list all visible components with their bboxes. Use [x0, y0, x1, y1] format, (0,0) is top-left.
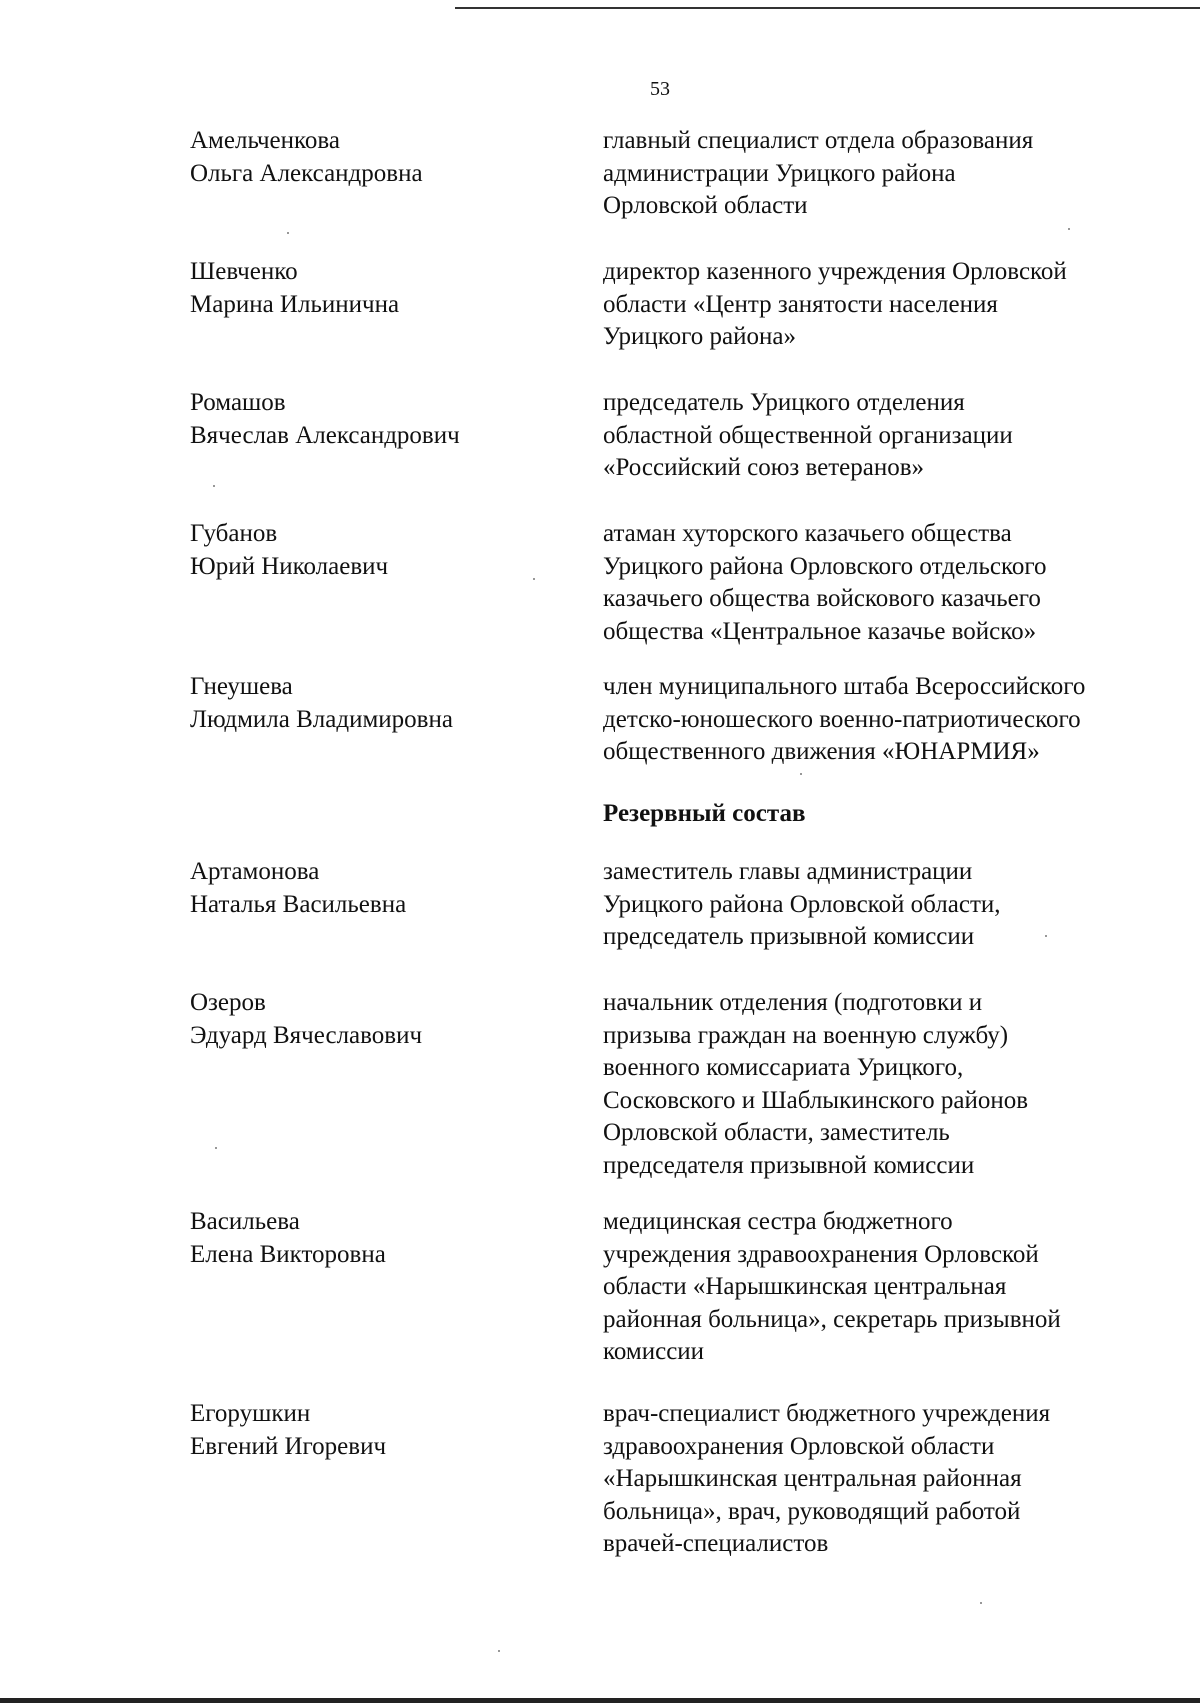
member-name: Егорушкин Евгений Игоревич — [190, 1400, 387, 1460]
member-name: Гнеушева Людмила Владимировна — [190, 673, 453, 733]
scan-speck — [1045, 935, 1047, 937]
scan-speck — [1068, 228, 1070, 230]
member-position: главный специалист отдела образования администрации Урицкого района Орловской области — [603, 127, 1034, 219]
scan-speck — [215, 1147, 217, 1149]
member-name: Артамонова Наталья Васильевна — [190, 858, 407, 918]
reserve-heading: Резервный состав — [603, 800, 806, 827]
member-name: Губанов Юрий Николаевич — [190, 520, 389, 580]
member-position: председатель Урицкого отделения областной общественной организации «Российский союз ветеранов» — [603, 389, 1013, 481]
bottom-rule — [0, 1698, 1200, 1703]
member-position: врач-специалист бюджетного учреждения здравоохранения Орловской области «Нарышкинская центральная районная больница», врач, руководящий работой врачей-специалистов — [603, 1400, 1051, 1557]
member-position: атаман хуторского казачьего общества Урицкого района Орловского отдельского казачьего общества войскового казачьего общества «Центральное казачье войско» — [603, 520, 1047, 645]
member-position: медицинская сестра бюджетного учреждения здравоохранения Орловской области «Нарышкинская центральная районная больница», секретарь призывной комиссии — [603, 1208, 1061, 1365]
scan-speck — [800, 773, 802, 775]
member-name: Шевченко Марина Ильинична — [190, 258, 400, 318]
top-rule — [455, 7, 1200, 9]
scan-speck — [533, 578, 535, 580]
member-position: начальник отделения (подготовки и призыва граждан на военную службу) военного комиссариата Урицкого, Сосковского и Шаблыкинского районов Орловской области, заместитель председателя призывной комиссии — [603, 989, 1029, 1179]
member-name: Васильева Елена Викторовна — [190, 1208, 386, 1268]
member-position: заместитель главы администрации Урицкого района Орловской области, председатель призывной комиссии — [603, 858, 1001, 950]
member-name: Ромашов Вячеслав Александрович — [190, 389, 460, 449]
member-position: директор казенного учреждения Орловской области «Центр занятости населения Урицкого района» — [603, 258, 1067, 350]
member-name: Амельченкова Ольга Александровна — [190, 127, 423, 187]
member-position: член муниципального штаба Всероссийского детско-юношеского военно-патриотического общественного движения «ЮНАРМИЯ» — [603, 673, 1086, 765]
page-number: 53 — [650, 78, 670, 100]
scan-speck — [980, 1602, 982, 1604]
scan-speck — [498, 1650, 500, 1652]
scan-speck — [213, 485, 215, 487]
scan-speck — [287, 232, 289, 234]
member-name: Озеров Эдуард Вячеславович — [190, 989, 423, 1049]
